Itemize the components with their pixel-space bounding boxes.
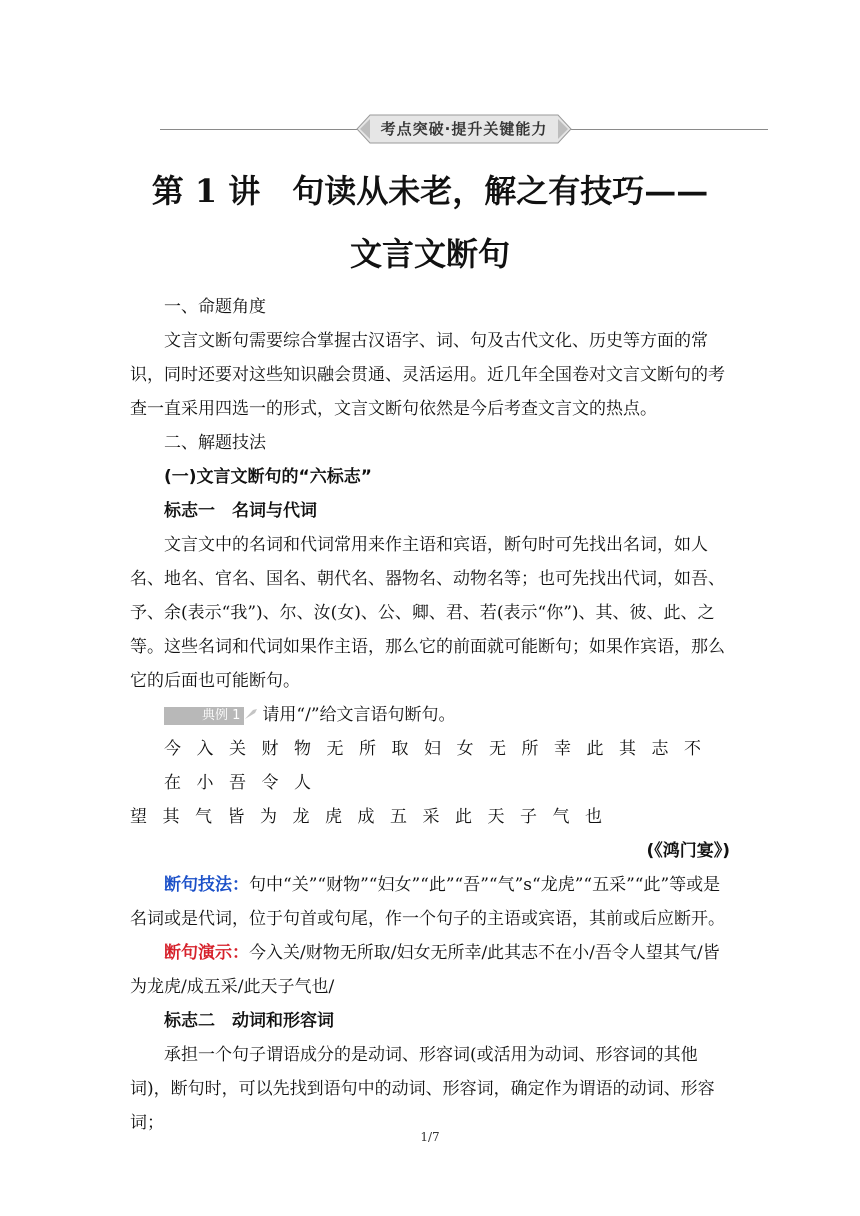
- demo-text: 今入关/财物无所取/妇女无所幸/此其志不在小/吾令人望其气/皆为龙虎/成五采/此天子气也/: [130, 943, 720, 997]
- document-body: [130, 290, 730, 1140]
- example-text-line-2: 望其气皆为龙虎成五采此天子气也: [130, 807, 618, 827]
- technique-paragraph: [130, 868, 730, 936]
- example-source: (《鸿门宴》): [646, 841, 730, 861]
- section-1-paragraph: 文言文断句需要综合掌握古汉语字、词、句及古代文化、历史等方面的常识，同时还要对这些知识融会贯通、灵活运用。近几年全国卷对文言文断句的考查一直采用四选一的形式，文言文断句依然是今后考查文言文的热点。: [130, 331, 725, 419]
- section-heading-1: 一、命题角度: [164, 297, 266, 317]
- banner-text: 考点突破·提升关键能力: [380, 120, 548, 138]
- example-prompt: 请用“/”给文言语句断句。: [262, 705, 456, 725]
- technique-text: 句中“关”“财物”“妇女”“此”“吾”“气”s“龙虎”“五采”“此”等或是名词或是代词，位于句首或句尾，作一个句子的主语或宾语，其前或后应断开。: [130, 875, 725, 929]
- example-badge: 典例 1: [164, 707, 244, 725]
- section-heading-2: 二、解题技法: [164, 433, 266, 453]
- demo-label: 断句演示：: [164, 943, 249, 963]
- page-number: 1/7: [420, 1130, 440, 1144]
- example-prompt-line: [130, 698, 730, 732]
- section-banner: [160, 114, 768, 144]
- page-title-line1: 第 1 讲 句读从未老，解之有技巧——: [151, 172, 709, 210]
- technique-label: 断句技法：: [164, 875, 249, 895]
- mark-2-heading: 标志二 动词和形容词: [164, 1011, 334, 1031]
- mark-2-paragraph: 承担一个句子谓语成分的是动词、形容词(或活用为动词、形容词的其他词)，断句时，可以先找到语句中的动词、形容词，确定作为谓语的动词、形容词；: [130, 1045, 715, 1133]
- demo-paragraph: [130, 936, 730, 1004]
- page-title-line2: 文言文断句: [349, 235, 510, 273]
- subsection-heading: (一)文言文断句的“六标志”: [164, 467, 372, 487]
- quill-icon: [244, 708, 258, 720]
- banner-plate: [356, 114, 572, 144]
- mark-1-heading: 标志一 名词与代词: [164, 501, 317, 521]
- example-text-line-1: 今入关财物无所取妇女无所幸此其志不在小吾令人: [164, 739, 717, 793]
- mark-1-paragraph: 文言文中的名词和代词常用来作主语和宾语，断句时可先找出名词，如人名、地名、官名、国名、朝代名、器物名、动物名等；也可先找出代词，如吾、予、余(表示“我”)、尔、汝(女)、公、卿、君、若(表示“你”)、其、彼、此、之等。这些名词和代词如果作主语，那么它的前面就可能断句；如果作宾语，那么它的后面也可能断句。: [130, 535, 725, 691]
